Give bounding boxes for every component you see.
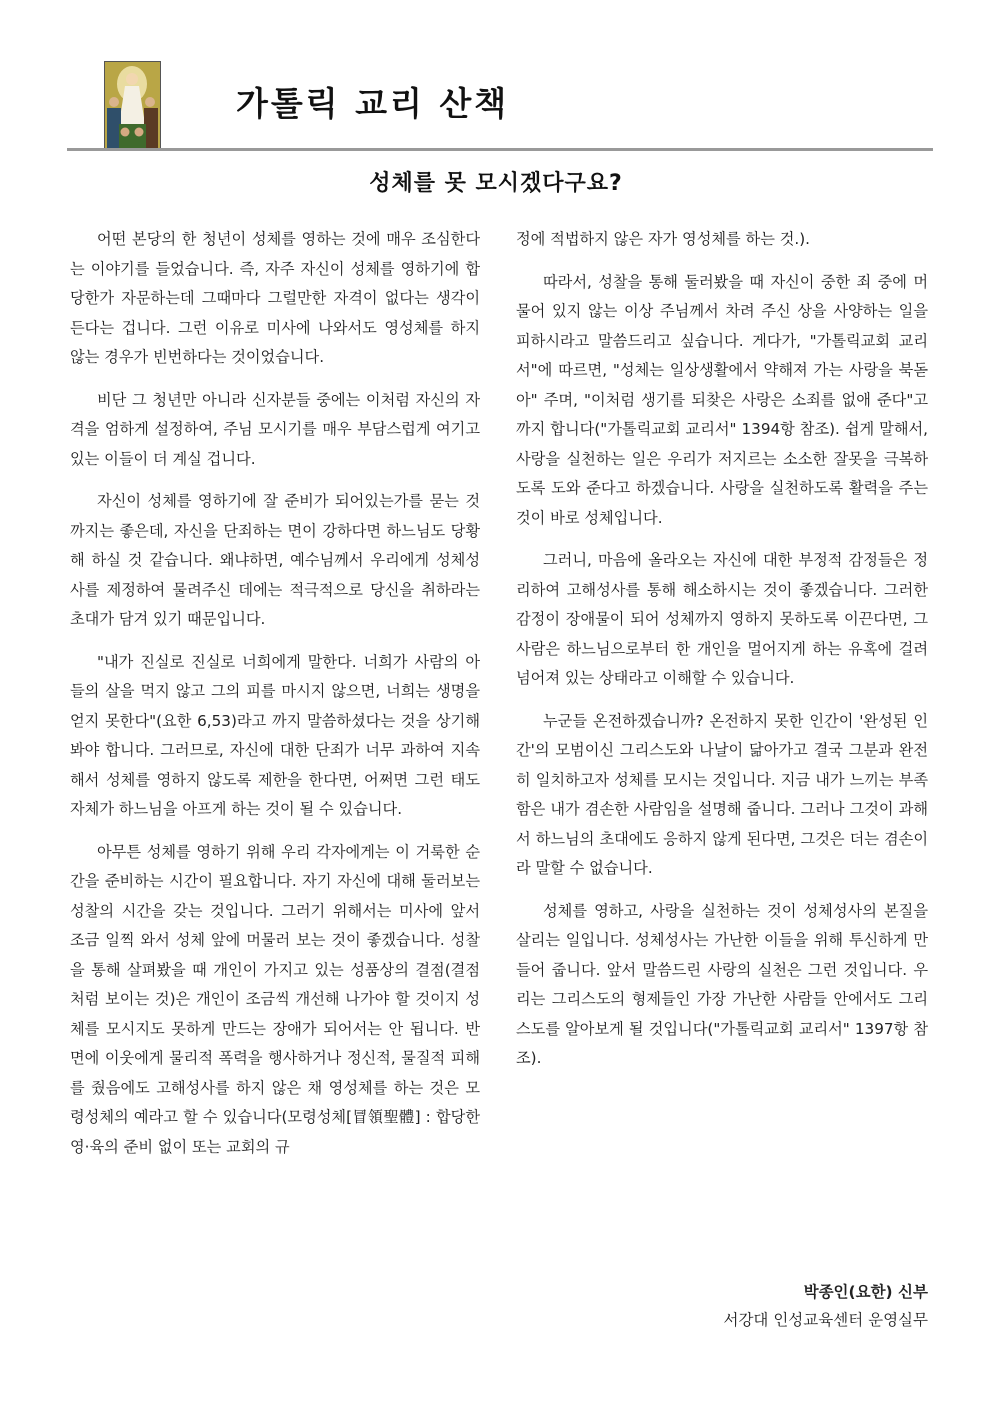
header-divider bbox=[67, 148, 933, 151]
author-name: 박종인(요한) 신부 bbox=[803, 1283, 928, 1301]
paragraph: 따라서, 성찰을 통해 둘러봤을 때 자신이 중한 죄 중에 머물어 있지 않는 이상 주님께서 차려 주신 상을 사양하는 일을 피하시라고 말씀드리고 싶습니다. 게다가, "가톨릭교회 교리서"에 따르면, "성체는 일상생활에서 약해져 가는 사랑을 북돋아" 주며, "이처럼 생기를 되찾은 사랑은 소죄를 없애 준다"고까지 합니다("가톨릭교회 교리서" 1394항 참조). 쉽게 말해서, 사랑을 실천하는 일은 우리가 저지르는 소소한 잘못을 극복하도록 도와 준다고 하겠습니다. 사랑을 실천하도록 활력을 주는 것이 바로 성체입니다. bbox=[516, 272, 928, 527]
author-block bbox=[723, 1278, 928, 1334]
article-right-column bbox=[516, 225, 928, 1087]
paragraph: 성체를 영하고, 사랑을 실천하는 것이 성체성사의 본질을 살리는 일입니다. 성체성사는 가난한 이들을 위해 투신하게 만들어 줍니다. 앞서 말씀드린 사랑의 실천은 그런 것입니다. 우리는 그리스도의 형제들인 가장 가난한 사람들 안에서도 그리스도를 알아보게 될 것입니다("가톨릭교회 교리서" 1397항 참조). bbox=[516, 901, 928, 1067]
paragraph-continued: 정에 적법하지 않은 자가 영성체를 하는 것.). bbox=[516, 230, 810, 248]
author-affiliation: 서강대 인성교육센터 운영실무 bbox=[723, 1311, 928, 1329]
paragraph: 누군들 온전하겠습니까? 온전하지 못한 인간이 '완성된 인간'의 모범이신 그리스도와 나날이 닮아가고 결국 그분과 완전히 일치하고자 성체를 모시는 것입니다. 지금 내가 느끼는 부족함은 내가 겸손한 사람임을 설명해 줍니다. 그러나 그것이 과해서 하느님의 초대에도 응하지 않게 된다면, 그것은 더는 겸손이라 말할 수 없습니다. bbox=[516, 711, 928, 877]
paragraph: 자신이 성체를 영하기에 잘 준비가 되어있는가를 묻는 것까지는 좋은데, 자신을 단죄하는 면이 강하다면 하느님도 당황해 하실 것 같습니다. 왜냐하면, 예수님께서 우리에게 성체성사를 제정하여 물려주신 데에는 적극적으로 당신을 취하라는 초대가 담겨 있기 때문입니다. bbox=[70, 492, 480, 628]
section-title: 가톨릭 교리 산책 bbox=[236, 84, 510, 123]
paragraph: 비단 그 청년만 아니라 신자분들 중에는 이처럼 자신의 자격을 엄하게 설정하여, 주님 모시기를 매우 부담스럽게 여기고 있는 이들이 더 계실 겁니다. bbox=[70, 390, 480, 468]
paragraph: 어떤 본당의 한 청년이 성체를 영하는 것에 매우 조심한다는 이야기를 들었습니다. 즉, 자주 자신이 성체를 영하기에 합당한가 자문하는데 그때마다 그럴만한 자격이 없다는 생각이 든다는 겁니다. 그런 이유로 미사에 나와서도 영성체를 하지 않는 경우가 빈번하다는 것이었습니다. bbox=[70, 230, 480, 366]
article-title: 성체를 못 모시겠다구요? bbox=[369, 171, 623, 196]
header-logo-image bbox=[104, 61, 161, 149]
jesus-with-disciples-icon bbox=[105, 62, 160, 148]
article-left-column bbox=[70, 225, 480, 1175]
paragraph: 그러니, 마음에 올라오는 자신에 대한 부정적 감정들은 정리하여 고해성사를 통해 해소하시는 것이 좋겠습니다. 그러한 감정이 장애물이 되어 성체까지 영하지 못하도록 이끈다면, 그 사람은 하느님으로부터 한 개인을 멀어지게 하는 유혹에 걸려 넘어져 있는 상태라고 이해할 수 있습니다. bbox=[516, 551, 928, 687]
paragraph: 아무튼 성체를 영하기 위해 우리 각자에게는 이 거룩한 순간을 준비하는 시간이 필요합니다. 자기 자신에 대해 둘러보는 성찰의 시간을 갖는 것입니다. 그러기 위해서는 미사에 앞서 조금 일찍 와서 성체 앞에 머물러 보는 것이 좋겠습니다. 성찰을 통해 살펴봤을 때 개인이 가지고 있는 성품상의 결점(결점처럼 보이는 것)은 개인이 조금씩 개선해 나가야 할 것이지 성체를 모시지도 못하게 만드는 장애가 되어서는 안 됩니다. 반면에 이웃에게 물리적 폭력을 행사하거나 정신적, 물질적 피해를 줬음에도 고해성사를 하지 않은 채 영성체를 하는 것은 모령성체의 예라고 할 수 있습니다(모령성체[冒領聖體] : 합당한 영·육의 준비 없이 또는 교회의 규 bbox=[70, 842, 480, 1156]
paragraph: "내가 진실로 진실로 너희에게 말한다. 너희가 사람의 아들의 살을 먹지 않고 그의 피를 마시지 않으면, 너희는 생명을 얻지 못한다"(요한 6,53)라고 까지 말씀하셨다는 것을 상기해 봐야 합니다. 그러므로, 자신에 대한 단죄가 너무 과하여 지속해서 성체를 영하지 않도록 제한을 한다면, 어쩌면 그런 태도 자체가 하느님을 아프게 하는 것이 될 수 있습니다. bbox=[70, 652, 480, 818]
